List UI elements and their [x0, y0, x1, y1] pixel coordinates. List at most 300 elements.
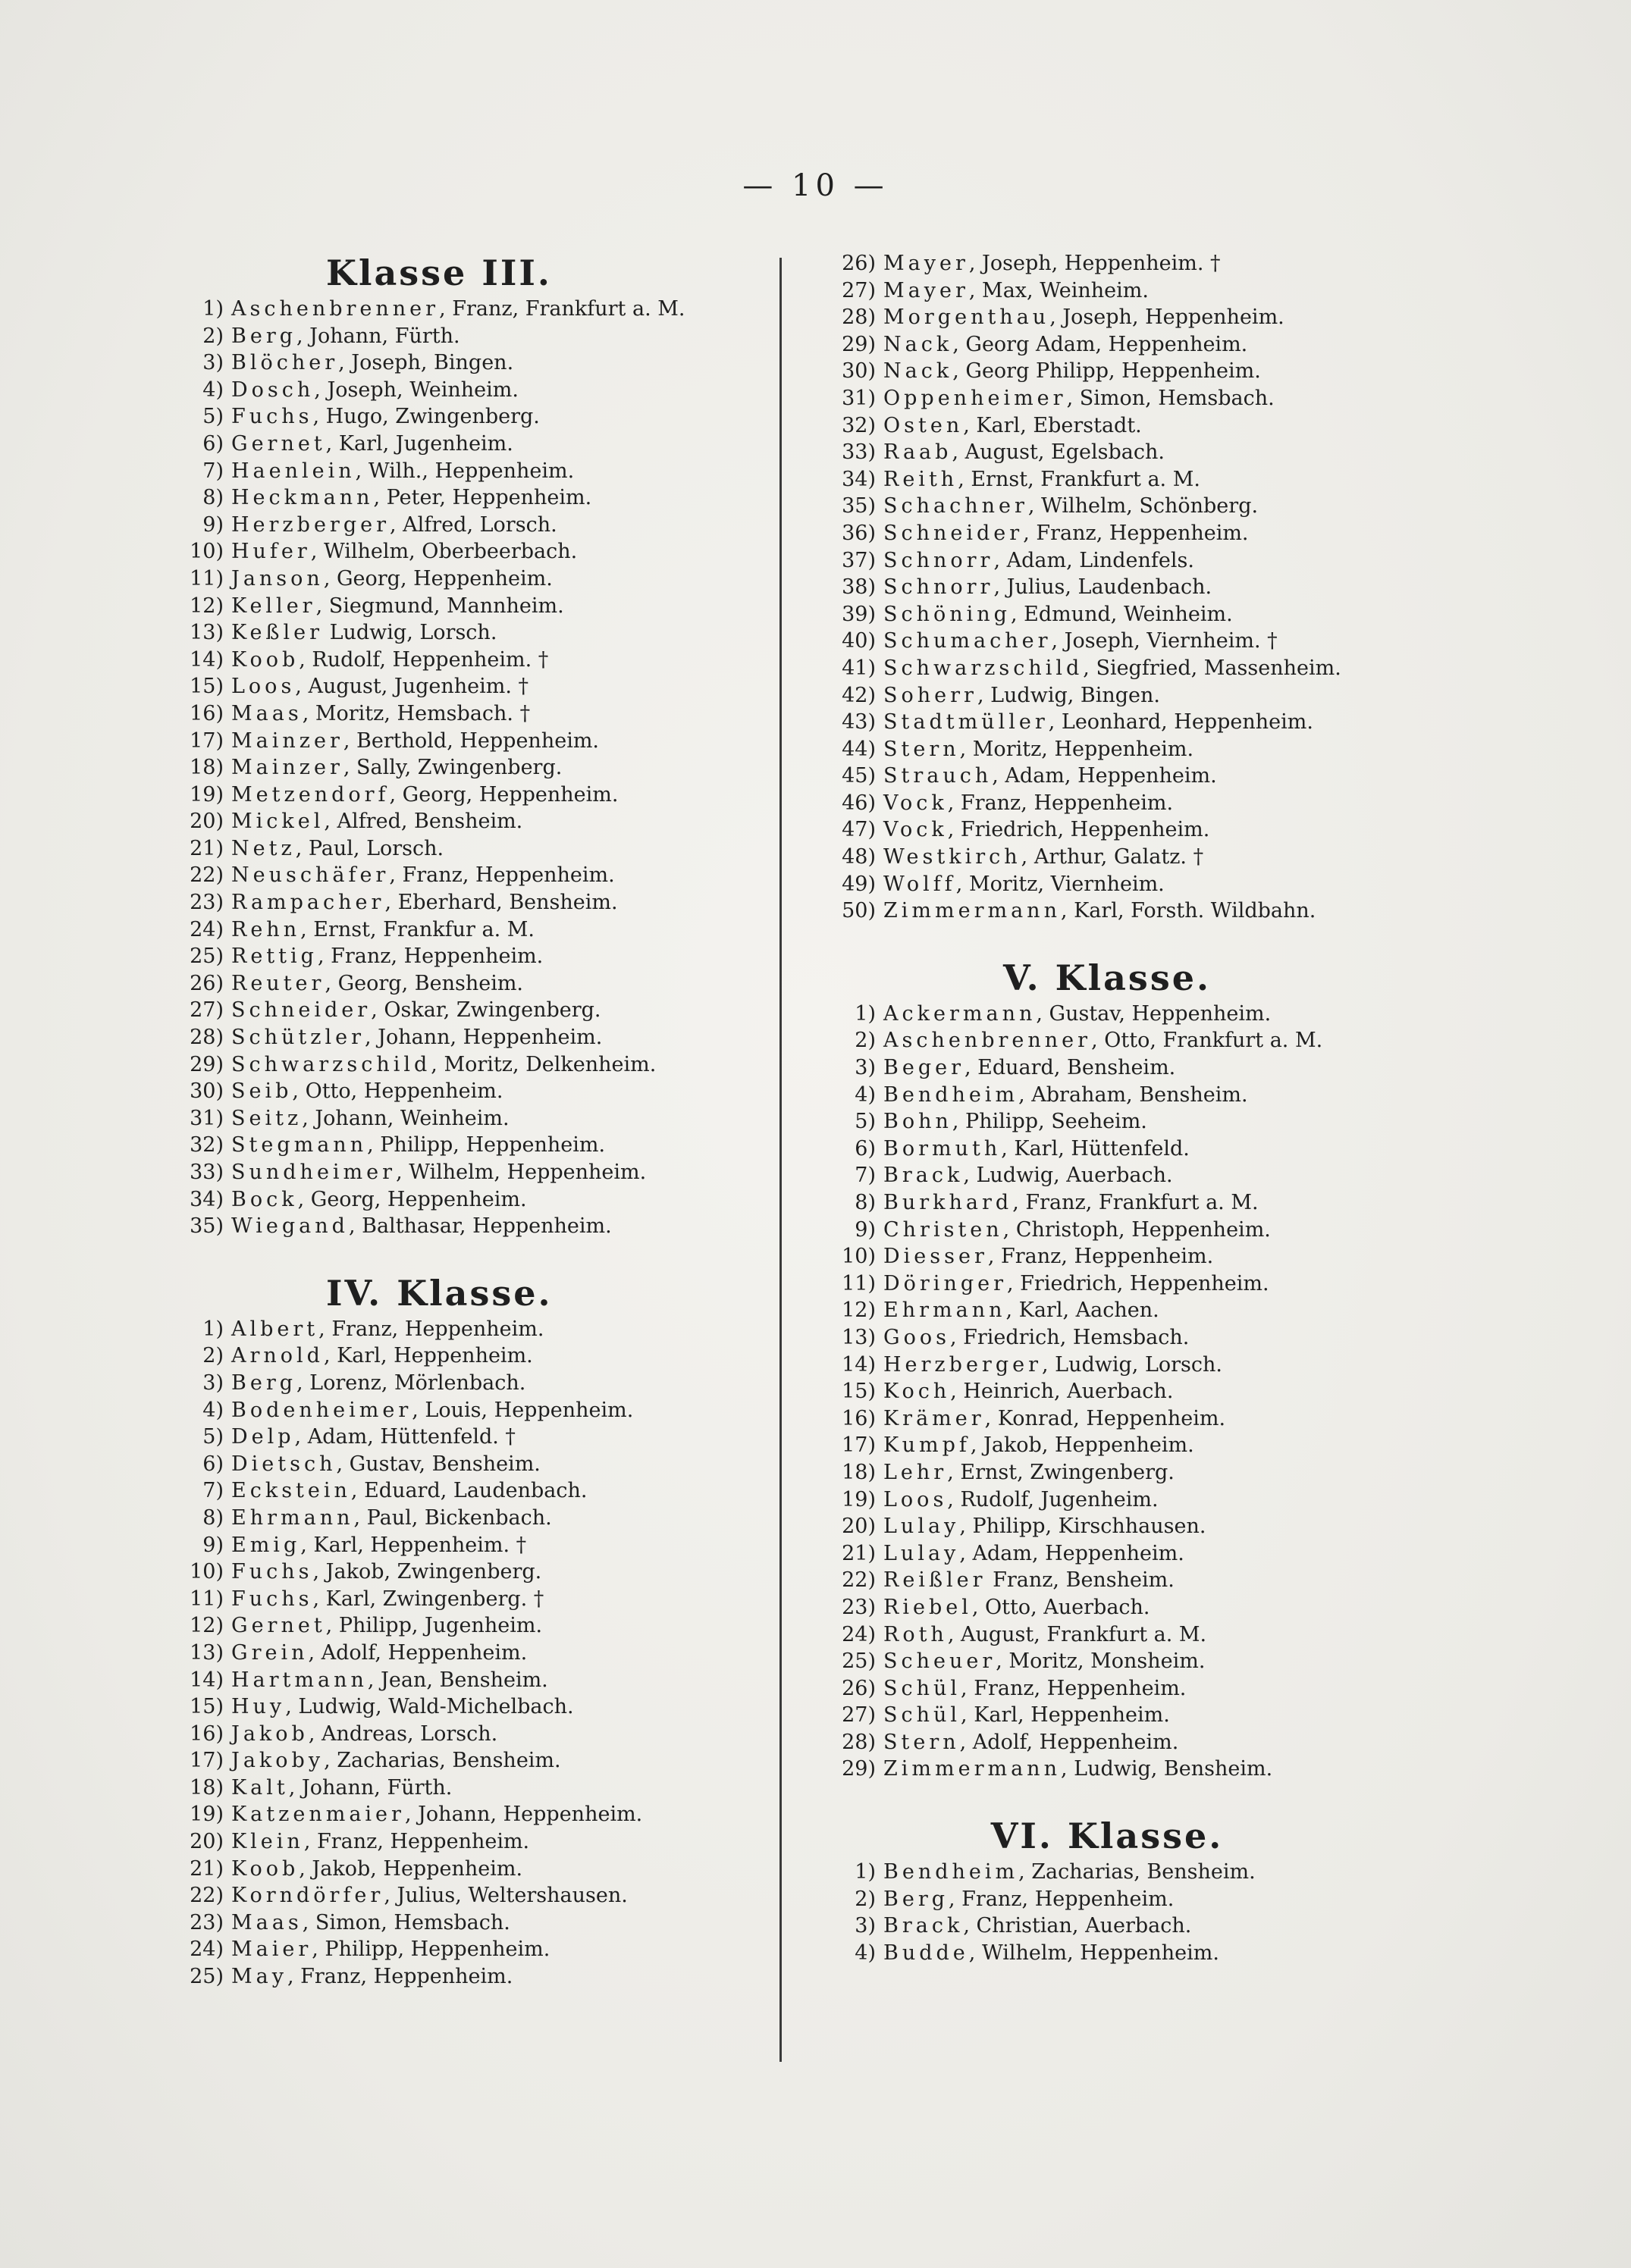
given-name-and-town: , Philipp, Kirschhausen.: [959, 1515, 1206, 1539]
given-name-and-town: , Ernst, Frankfur a. M.: [300, 917, 535, 941]
surname: Sundheimer: [231, 1161, 397, 1184]
list-item: [823, 1912, 1482, 1940]
entry-number: 2): [202, 324, 224, 348]
surname: Reith: [883, 467, 958, 491]
entry-number: 13): [190, 1640, 224, 1665]
entry-number: 17): [190, 728, 224, 753]
surname: Schwarzschild: [883, 656, 1084, 680]
list-item: [171, 889, 762, 916]
entry-number: 22): [190, 863, 224, 888]
entry-number: 4): [202, 377, 224, 402]
list-item: [171, 619, 762, 647]
surname: Maier: [231, 1938, 312, 1962]
list-item: [823, 331, 1482, 359]
given-name-and-town: , Philipp, Heppenheim.: [312, 1938, 550, 1962]
given-name-and-town: , Sally, Zwingenberg.: [343, 756, 563, 780]
given-name-and-town: , Berthold, Heppenheim.: [343, 728, 600, 753]
surname: Bormuth: [883, 1136, 1002, 1161]
list-item: [823, 1486, 1482, 1514]
entry-number: 1): [855, 1001, 876, 1026]
list-item: [823, 763, 1482, 790]
entry-number: 24): [842, 1622, 876, 1646]
given-name-and-town: , Zacharias, Bensheim.: [324, 1749, 561, 1773]
entry-number: 15): [190, 675, 224, 699]
surname: Grein: [231, 1640, 309, 1665]
entry-number: 24): [190, 917, 224, 941]
entry-number: 5): [202, 1425, 224, 1449]
given-name-and-town: , Johann, Heppenheim.: [404, 1803, 643, 1827]
list-item: [171, 323, 762, 350]
entry-number: 50): [842, 899, 876, 923]
entry-number: 21): [842, 1541, 876, 1565]
entry-number: 19): [842, 1487, 876, 1511]
given-name-and-town: , Karl, Heppenheim.: [323, 1344, 533, 1368]
surname: Ackermann: [883, 1001, 1037, 1026]
list-item: [171, 808, 762, 835]
entry-number: 43): [842, 710, 876, 735]
list-item: [823, 412, 1482, 440]
list-item: [171, 1397, 762, 1424]
given-name-and-town: , Lorenz, Mörlenbach.: [296, 1371, 526, 1395]
surname: Budde: [883, 1941, 969, 1965]
list-item: [171, 1586, 762, 1613]
surname: Klein: [231, 1830, 304, 1854]
list-item: [823, 1594, 1482, 1621]
surname: Aschenbrenner: [883, 1029, 1092, 1053]
entry-number: 2): [855, 1887, 876, 1911]
given-name-and-town: , Wilhelm, Oberbeerbach.: [310, 540, 578, 564]
surname: Fuchs: [231, 405, 313, 429]
entry-number: 17): [190, 1749, 224, 1773]
list-item: [171, 916, 762, 944]
surname: Korndörfer: [231, 1884, 384, 1908]
given-name-and-town: , Moritz, Viernheim.: [955, 872, 1165, 896]
surname: Hufer: [231, 540, 311, 564]
list-item: [823, 1432, 1482, 1459]
list-item: [171, 1882, 762, 1909]
entry-number: 9): [202, 512, 224, 537]
given-name-and-town: , Jakob, Heppenheim.: [970, 1433, 1194, 1458]
given-name-and-town: , Eduard, Laudenbach.: [350, 1479, 588, 1503]
given-name-and-town: , Ludwig, Auerbach.: [963, 1164, 1173, 1188]
surname: Stern: [883, 737, 960, 761]
given-name-and-town: , Konrad, Heppenheim.: [984, 1406, 1226, 1430]
list-item: [171, 1316, 762, 1343]
entry-number: 17): [842, 1433, 876, 1458]
given-name-and-town: , Balthasar, Heppenheim.: [348, 1214, 612, 1239]
surname: Nack: [883, 332, 953, 356]
given-name-and-town: , Jakob, Zwingenberg.: [312, 1560, 542, 1584]
surname: Döringer: [883, 1271, 1008, 1295]
given-name-and-town: , Wilhelm, Heppenheim.: [396, 1161, 647, 1184]
entry-number: 26): [842, 252, 876, 275]
list-item: [171, 1342, 762, 1370]
list-item: [823, 520, 1482, 547]
entry-number: 11): [842, 1271, 876, 1295]
entry-number: 45): [842, 764, 876, 788]
given-name-and-town: Ludwig, Lorsch.: [322, 621, 497, 645]
list-item: [171, 377, 762, 404]
list-item: [171, 673, 762, 700]
given-name-and-town: , Philipp, Seeheim.: [952, 1110, 1147, 1134]
given-name-and-town: , Georg Adam, Heppenheim.: [952, 332, 1248, 356]
list-item: [823, 1189, 1482, 1217]
given-name-and-town: , Gustav, Heppenheim.: [1036, 1001, 1272, 1026]
given-name-and-town: , Simon, Hemsbach.: [1066, 386, 1275, 410]
surname: Dietsch: [231, 1452, 337, 1476]
surname: Berg: [231, 324, 297, 348]
surname: Ehrmann: [231, 1505, 354, 1530]
given-name-and-town: , Zacharias, Bensheim.: [1018, 1860, 1256, 1884]
list-item: [171, 1186, 762, 1214]
surname: Gernet: [231, 431, 326, 456]
surname: Schwarzschild: [231, 1052, 431, 1076]
entry-number: 9): [202, 1533, 224, 1557]
list-item: [171, 512, 762, 539]
given-name-and-town: , Adam, Heppenheim.: [959, 1541, 1184, 1565]
surname: Brack: [883, 1164, 964, 1188]
list-item: [823, 628, 1482, 655]
given-name-and-town: , Paul, Bickenbach.: [353, 1505, 552, 1530]
list-item: [823, 816, 1482, 844]
student-list: [823, 1859, 1482, 1966]
given-name-and-town: , Franz, Frankfurt a. M.: [439, 297, 685, 321]
list-item: [171, 1775, 762, 1802]
surname: Reuter: [231, 971, 325, 995]
given-name-and-town: , Karl, Forsth. Wildbahn.: [1060, 899, 1316, 923]
entry-number: 21): [190, 836, 224, 860]
list-item: [171, 1909, 762, 1937]
list-item: [171, 1370, 762, 1397]
entry-number: 4): [855, 1082, 876, 1107]
surname: Ehrmann: [883, 1298, 1006, 1323]
entry-number: 35): [842, 494, 876, 518]
entry-number: 14): [190, 1668, 224, 1692]
left-column: [171, 250, 762, 1991]
surname: Schöning: [883, 602, 1011, 626]
given-name-and-town: , Jakob, Heppenheim.: [299, 1856, 523, 1881]
entry-number: 6): [202, 431, 224, 456]
entry-number: 7): [202, 1479, 224, 1503]
entry-number: 16): [842, 1406, 876, 1430]
given-name-and-town: , Moritz, Delkenheim.: [431, 1052, 657, 1076]
entry-number: 23): [190, 891, 224, 915]
surname: Morgenthau: [883, 305, 1050, 330]
student-list: [823, 1001, 1482, 1783]
surname: Krämer: [883, 1406, 985, 1430]
surname: Osten: [883, 413, 964, 437]
surname: Jakoby: [231, 1749, 325, 1773]
surname: Schnorr: [883, 548, 994, 572]
surname: Eckstein: [231, 1479, 351, 1503]
given-name-and-town: , Johann, Fürth.: [288, 1775, 453, 1800]
list-item: [823, 1243, 1482, 1270]
given-name-and-town: , Joseph, Bingen.: [338, 351, 514, 375]
list-item: [823, 1729, 1482, 1756]
surname: Rettig: [231, 944, 318, 969]
entry-number: 18): [842, 1460, 876, 1484]
list-item: [823, 1648, 1482, 1675]
surname: Mickel: [231, 810, 325, 834]
right-column: [823, 250, 1482, 1966]
given-name-and-town: , Johann, Weinheim.: [302, 1106, 510, 1130]
entry-number: 26): [842, 1676, 876, 1700]
given-name-and-town: , Alfred, Lorsch.: [390, 512, 557, 537]
list-item: [171, 997, 762, 1024]
given-name-and-town: , Edmund, Weinheim.: [1010, 602, 1233, 626]
entry-number: 13): [190, 621, 224, 645]
given-name-and-town: , Franz, Heppenheim.: [389, 863, 615, 888]
list-item: [823, 1513, 1482, 1540]
entry-number: 16): [190, 701, 224, 725]
given-name-and-town: , Christian, Auerbach.: [963, 1914, 1192, 1938]
entry-number: 29): [842, 332, 876, 356]
entry-number: 1): [202, 1317, 224, 1341]
given-name-and-town: , Heinrich, Auerbach.: [950, 1380, 1174, 1404]
given-name-and-town: , Gustav, Bensheim.: [336, 1452, 541, 1476]
entry-number: 6): [202, 1452, 224, 1476]
given-name-and-town: , Georg Philipp, Heppenheim.: [952, 359, 1261, 384]
surname: Schumacher: [883, 629, 1052, 653]
list-item: [823, 1405, 1482, 1433]
surname: Keller: [231, 594, 316, 618]
entry-number: 41): [842, 656, 876, 680]
entry-number: 10): [190, 1560, 224, 1584]
list-item: [171, 782, 762, 809]
list-item: [823, 897, 1482, 925]
given-name-and-town: , Karl, Heppenheim.: [961, 1703, 1170, 1728]
entry-number: 31): [842, 386, 876, 410]
given-name-and-town: , Franz, Heppenheim.: [949, 1887, 1175, 1911]
list-item: [171, 1612, 762, 1640]
given-name-and-town: , Franz, Heppenheim.: [317, 944, 544, 969]
given-name-and-town: , Franz, Frankfurt a. M.: [1012, 1191, 1259, 1214]
given-name-and-town: , Otto, Heppenheim.: [292, 1079, 503, 1104]
list-item: [823, 1270, 1482, 1298]
surname: Roth: [883, 1622, 948, 1646]
given-name-and-town: , Wilhelm, Schönberg.: [1027, 494, 1259, 518]
entry-number: 34): [190, 1187, 224, 1211]
surname: Huy: [231, 1695, 286, 1719]
list-item: [823, 358, 1482, 385]
given-name-and-town: , Georg, Heppenheim.: [297, 1187, 527, 1211]
list-item: [823, 655, 1482, 682]
entry-number: 8): [202, 486, 224, 510]
given-name-and-town: , Friedrich, Heppenheim.: [947, 818, 1210, 842]
given-name-and-town: , Franz, Heppenheim.: [318, 1317, 544, 1341]
surname: Zimmermann: [883, 1757, 1061, 1781]
surname: Metzendorf: [231, 782, 390, 807]
list-item: [823, 1136, 1482, 1163]
list-item: [823, 871, 1482, 898]
given-name-and-town: , Christoph, Heppenheim.: [1002, 1217, 1271, 1242]
list-item: [823, 1621, 1482, 1649]
surname: Mayer: [883, 278, 969, 302]
list-item: [171, 1667, 762, 1694]
entry-number: 33): [842, 440, 876, 465]
entry-number: 2): [202, 1344, 224, 1368]
list-item: [171, 862, 762, 889]
given-name-and-town: , Arthur, Galatz. †: [1021, 845, 1204, 869]
surname: Goos: [883, 1325, 950, 1349]
entry-number: 19): [190, 782, 224, 807]
list-item: [171, 1451, 762, 1478]
surname: Rehn: [231, 917, 301, 941]
entry-number: 20): [190, 810, 224, 834]
list-item: [171, 1159, 762, 1186]
list-item: [823, 1540, 1482, 1568]
list-item: [823, 1756, 1482, 1783]
given-name-and-town: , Karl, Jugenheim.: [325, 431, 513, 456]
given-name-and-town: , Philipp, Heppenheim.: [367, 1133, 606, 1157]
entry-number: 12): [842, 1298, 876, 1323]
entry-number: 8): [855, 1191, 876, 1214]
given-name-and-town: , Karl, Eberstadt.: [963, 413, 1142, 437]
given-name-and-town: , Rudolf, Jugenheim.: [947, 1487, 1159, 1511]
list-item: [823, 844, 1482, 871]
surname: Gernet: [231, 1614, 326, 1638]
entry-number: 48): [842, 845, 876, 869]
list-item: [171, 1828, 762, 1856]
entry-number: 23): [190, 1910, 224, 1934]
surname: Schützler: [231, 1026, 365, 1050]
surname: Beger: [883, 1056, 964, 1080]
entry-number: 18): [190, 756, 224, 780]
surname: Vock: [883, 818, 948, 842]
entry-number: 27): [190, 998, 224, 1023]
surname: Janson: [231, 566, 324, 590]
list-item: [171, 565, 762, 593]
given-name-and-town: , Jean, Bensheim.: [367, 1668, 548, 1692]
list-item: [823, 1378, 1482, 1405]
entry-number: 28): [842, 1730, 876, 1754]
given-name-and-town: , Louis, Heppenheim.: [412, 1398, 634, 1422]
list-item: [823, 493, 1482, 520]
given-name-and-town: , Julius, Laudenbach.: [993, 575, 1212, 600]
list-item: [823, 1001, 1482, 1028]
entry-number: 49): [842, 872, 876, 896]
surname: Bendheim: [883, 1860, 1019, 1884]
list-item: [823, 304, 1482, 331]
entry-number: 26): [190, 971, 224, 995]
given-name-and-town: , Otto, Frankfurt a. M.: [1091, 1029, 1323, 1053]
list-item: [823, 1859, 1482, 1886]
surname: Berg: [883, 1887, 949, 1911]
surname: Herzberger: [883, 1352, 1042, 1377]
entry-number: 29): [190, 1052, 224, 1076]
list-item: [171, 1721, 762, 1748]
given-name-and-town: , Karl, Aachen.: [1005, 1298, 1159, 1323]
entry-number: 31): [190, 1106, 224, 1130]
surname: Brack: [883, 1914, 964, 1938]
list-item: [171, 484, 762, 512]
entry-number: 12): [190, 1614, 224, 1638]
surname: Riebel: [883, 1595, 972, 1619]
list-item: [823, 790, 1482, 817]
entry-number: 9): [855, 1217, 876, 1242]
surname: Wolff: [883, 872, 956, 896]
list-item: [171, 1558, 762, 1586]
given-name-and-town: , Paul, Lorsch.: [295, 836, 444, 860]
column-divider: [779, 258, 782, 2062]
list-item: [171, 538, 762, 565]
given-name-and-town: , Julius, Weltershausen.: [384, 1884, 628, 1908]
given-name-and-town: , Wilhelm, Heppenheim.: [968, 1941, 1219, 1965]
surname: Netz: [231, 836, 296, 860]
surname: Kalt: [231, 1775, 289, 1800]
surname: Wiegand: [231, 1214, 349, 1239]
entry-number: 30): [190, 1079, 224, 1104]
list-item: [823, 1886, 1482, 1913]
list-item: [171, 1213, 762, 1240]
given-name-and-town: , Rudolf, Heppenheim. †: [299, 647, 549, 672]
surname: Mainzer: [231, 756, 343, 780]
given-name-and-town: , Andreas, Lorsch.: [308, 1721, 498, 1746]
list-item: [823, 439, 1482, 466]
entry-number: 21): [190, 1856, 224, 1881]
class-heading: VI. Klasse.: [990, 1815, 1224, 1857]
surname: Bodenheimer: [231, 1398, 412, 1422]
list-item: [171, 1078, 762, 1105]
given-name-and-town: , Abraham, Bensheim.: [1018, 1082, 1248, 1107]
entry-number: 28): [190, 1026, 224, 1050]
given-name-and-town: , Georg, Heppenheim.: [389, 782, 619, 807]
entry-number: 22): [842, 1568, 876, 1593]
entry-number: 7): [202, 459, 224, 483]
entry-number: 4): [202, 1398, 224, 1422]
surname: Diesser: [883, 1245, 988, 1269]
list-item: [171, 754, 762, 782]
surname: Burkhard: [883, 1191, 1013, 1214]
list-item: [171, 1856, 762, 1883]
surname: Oppenheimer: [883, 386, 1067, 410]
given-name-and-town: , Adolf, Heppenheim.: [308, 1640, 528, 1665]
list-item: [823, 1352, 1482, 1379]
given-name-and-town: , Philipp, Jugenheim.: [325, 1614, 543, 1638]
entry-number: 35): [190, 1214, 224, 1239]
list-item: [823, 1459, 1482, 1486]
list-item: [171, 1132, 762, 1159]
list-item: [823, 1082, 1482, 1109]
list-item: [171, 970, 762, 998]
list-item: [823, 466, 1482, 493]
entry-number: 15): [190, 1695, 224, 1719]
list-item: [823, 574, 1482, 601]
list-item: [823, 1108, 1482, 1136]
entry-number: 27): [842, 1703, 876, 1728]
entry-number: 25): [190, 1965, 224, 1989]
entry-number: 29): [842, 1757, 876, 1781]
given-name-and-town: , Wilh., Heppenheim.: [355, 459, 575, 483]
entry-number: 25): [190, 944, 224, 969]
surname: Nack: [883, 359, 953, 384]
given-name-and-town: , Georg, Heppenheim.: [323, 566, 553, 590]
given-name-and-town: , Johann, Fürth.: [296, 324, 460, 348]
class-heading: IV. Klasse.: [326, 1272, 553, 1314]
surname: Lulay: [883, 1541, 960, 1565]
surname: Arnold: [231, 1344, 324, 1368]
list-item: [171, 1024, 762, 1051]
entry-number: 14): [842, 1352, 876, 1377]
surname: Stern: [883, 1730, 960, 1754]
list-item: [823, 709, 1482, 736]
surname: Fuchs: [231, 1560, 313, 1584]
surname: Albert: [231, 1317, 319, 1341]
surname: Schül: [883, 1676, 961, 1700]
surname: Schneider: [883, 521, 1024, 545]
entry-number: 1): [202, 297, 224, 321]
given-name-and-town: , Otto, Auerbach.: [971, 1595, 1150, 1619]
